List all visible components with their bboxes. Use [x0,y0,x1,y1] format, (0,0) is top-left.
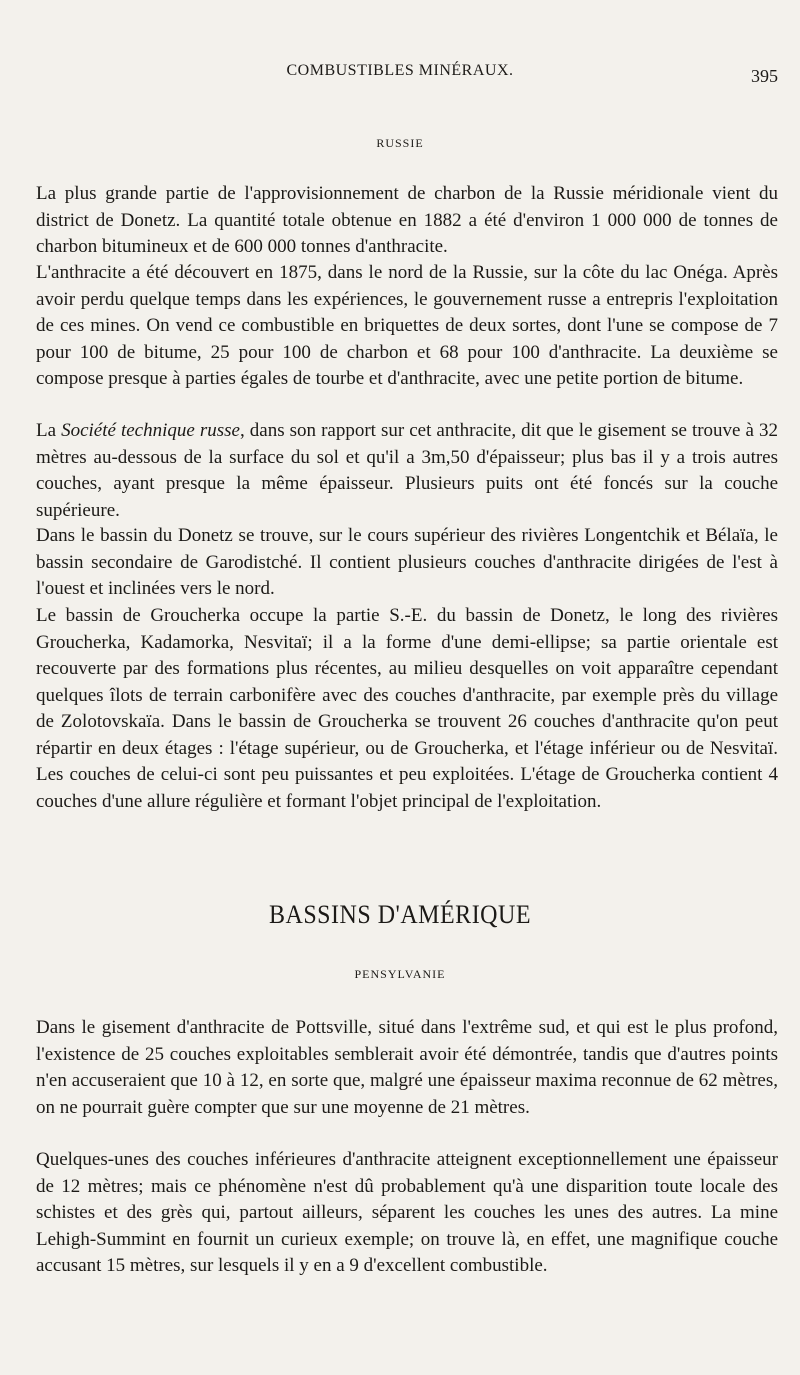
paragraph-lead: La [36,420,62,441]
paragraph-russie-4: Dans le bassin du Donetz se trouve, sur le cours supérieur des rivières Longentchik et Bélaïa, le bassin secondaire de Garodistché. Il contient plusieurs couches d'anthracite dirigées de l'est à l'ouest et inclinées vers le nord. [36,525,778,599]
subheading-pensylvanie: PENSYLVANIE [354,967,446,981]
paragraph-amerique-2: Quelques-unes des couches inférieures d'anthracite atteignent exceptionnellement une épaisseur de 12 mètres; mais ce phénomène n'est dû probablement qu'à une disparition toute locale des schistes et des grès qui, partout ailleurs, séparent les couches les unes des autres. La mine Lehigh-Summint en fournit un curieux exemple; on trouve là, en effet, une magnifique couche accusant 15 mètres, sur lesquels il y en a 9 d'excellent combustible. [36,1149,778,1276]
paragraph-russie-3 [36,418,778,524]
section-heading-russie: RUSSIE [376,136,424,150]
paragraph-russie-2: L'anthracite a été découvert en 1875, dans le nord de la Russie, sur la côte du lac Onéga. Après avoir perdu quelque temps dans les expériences, le gouvernement russe a entrepris l'exploitation de ces mines. On vend ce combustible en briquettes de deux sortes, dont l'une se compose de 7 pour 100 de bitume, 25 pour 100 de charbon et 68 pour 100 d'anthracite. La deuxième se compose presque à parties égales de tourbe et d'anthracite, avec une petite portion de bitume. [36,262,778,389]
running-title: COMBUSTIBLES MINÉRAUX. [286,62,514,79]
page-number: 395 [751,66,778,86]
section-heading-amerique: BASSINS D'AMÉRIQUE [268,900,532,930]
paragraph-russie-5: Le bassin de Groucherka occupe la partie S.-E. du bassin de Donetz, le long des rivières Groucherka, Kadamorka, Nesvitaï; il a la forme d'une demi-ellipse; sa partie orientale est recouverte par des formations plus récentes, au milieu desquelles on voit apparaître cependant quelques îlots de terrain carbonifère avec des couches d'anthracite, par exemple près du village de Zolotovskaïa. Dans le bassin de Groucherka se trouvent 26 couches d'anthracite qu'on peut répartir en deux étages : l'étage supérieur, ou de Groucherka, et l'étage inférieur ou de Nesvitaï. Les couches de celui-ci sont peu puissantes et peu exploitées. L'étage de Groucherka contient 4 couches d'une allure régulière et formant l'objet principal de l'exploitation. [36,605,778,812]
society-name: Société technique russe [61,420,240,441]
paragraph-russie-1: La plus grande partie de l'approvisionnement de charbon de la Russie méridionale vient du district de Donetz. La quantité totale obtenue en 1882 a été d'environ 1 000 000 de tonnes de charbon bitumineux et de 600 000 tonnes d'anthracite. [36,183,778,257]
running-head [0,62,800,86]
paragraph-amerique-1: Dans le gisement d'anthracite de Pottsville, situé dans l'extrême sud, et qui est le plus profond, l'existence de 25 couches exploitables semblerait avoir été démontrée, tandis que d'autres points n'en accuseraient que 10 à 12, en sorte que, malgré une épaisseur maxima reconnue de 62 mètres, on ne pourrait guère compter que sur une moyenne de 21 mètres. [36,1017,778,1118]
paragraph-rest: , dans son rapport sur cet anthracite, dit que le gisement se trouve à 32 mètres au-dessous de la surface du sol et qu'il a 3m,50 d'épaisseur; plus bas il y a trois autres couches, ayant presque la même épaisseur. Plusieurs puits ont été foncés sur la couche supérieure. [36,420,778,521]
